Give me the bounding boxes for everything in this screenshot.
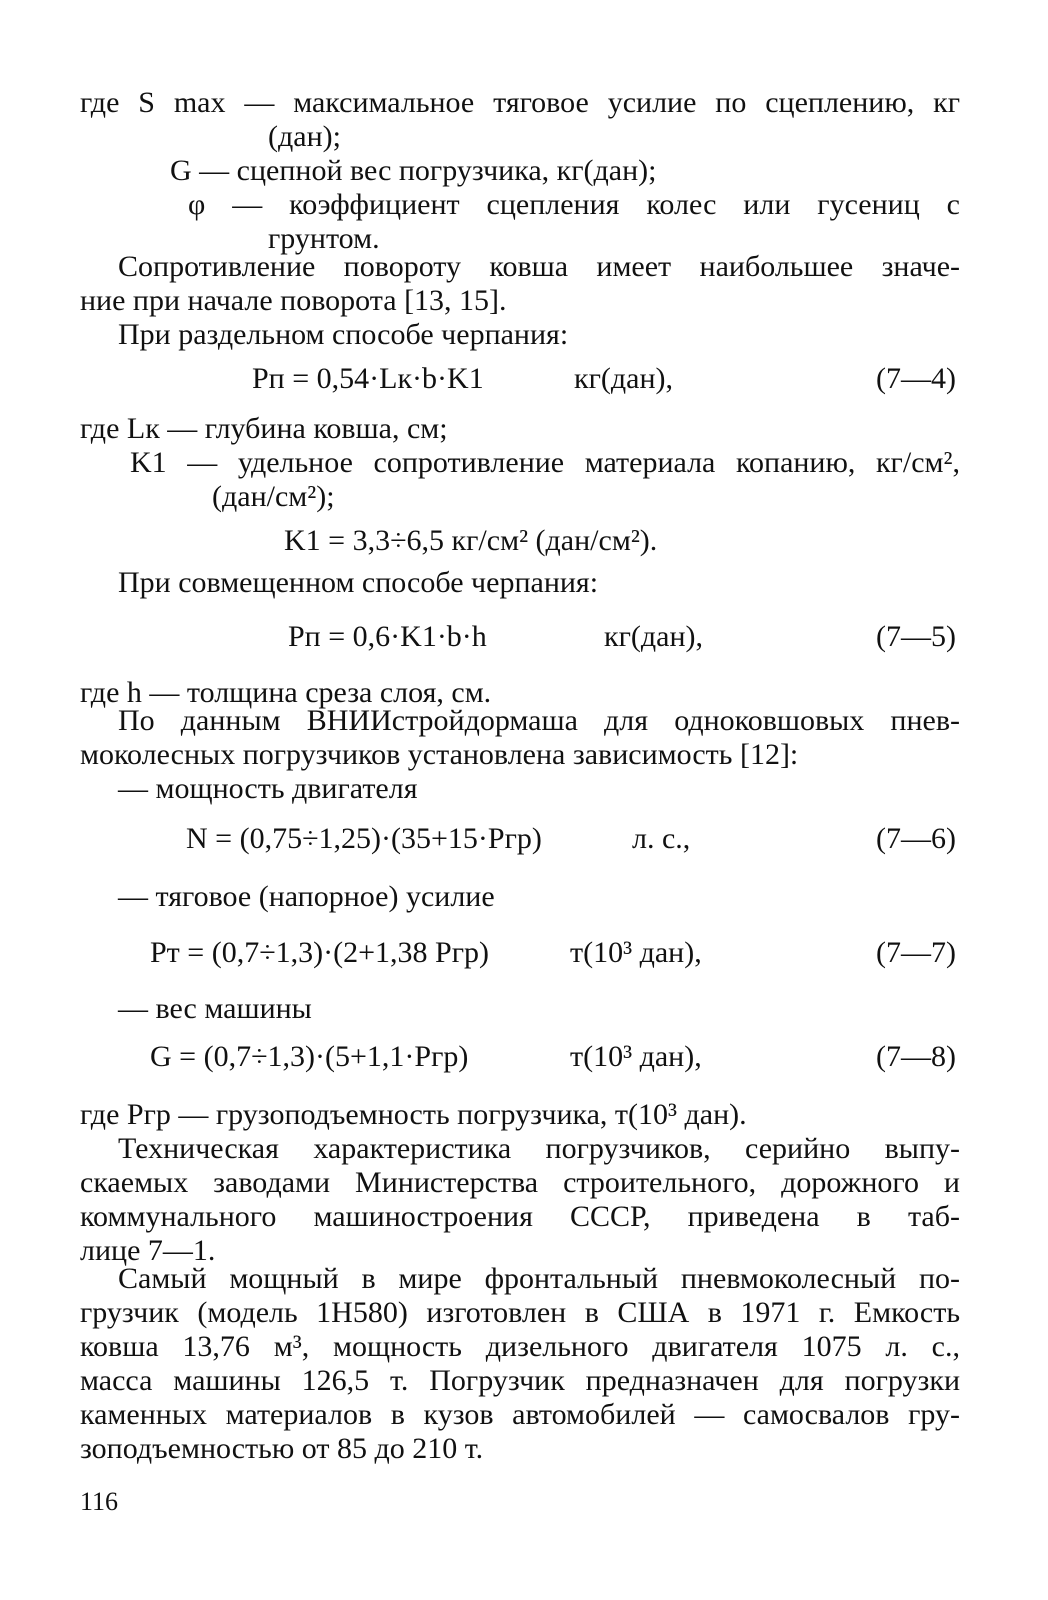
paragraph-line: грузчик (модель 1Н580) изготовлен в США в 1971 г. Емкость	[80, 1296, 960, 1329]
list-item-weight: — вес машины	[118, 992, 312, 1025]
equation-7-7-formula: Pт = (0,7÷1,3)·(2+1,38 Pгр)	[150, 936, 490, 969]
paragraph-line: При раздельном способе черпания:	[118, 318, 569, 351]
equation-7-4-number: (7—4)	[876, 362, 956, 395]
page-number: 116	[80, 1487, 119, 1516]
paragraph-line: ковша 13,76 м³, мощность дизельного двигателя 1075 л. с.,	[80, 1330, 960, 1363]
paragraph-line: моколесных погрузчиков установлена зависимость [12]:	[80, 738, 799, 771]
definition-k1-value: K1 = 3,3÷6,5 кг/см² (дан/см²).	[284, 524, 658, 557]
definition-h: где h — толщина среза слоя, см.	[80, 676, 492, 709]
paragraph-line: При совмещенном способе черпания:	[118, 566, 599, 599]
definition-lk: где Lк — глубина ковша, см;	[80, 412, 448, 445]
definition-pgr: где Pгр — грузоподъемность погрузчика, т(10³ дан).	[80, 1098, 747, 1131]
equation-7-6-unit: л. с.,	[632, 822, 691, 855]
definition-smax: где S max — максимальное тяговое усилие по сцеплению, кг	[80, 86, 960, 119]
equation-7-6-formula: N = (0,75÷1,25)·(35+15·Pгр)	[186, 822, 542, 855]
definition-phi-cont: грунтом.	[268, 222, 380, 255]
paragraph-line: Сопротивление повороту ковша имеет наибольшее значе-	[118, 250, 960, 283]
equation-7-5-number: (7—5)	[876, 620, 956, 653]
definition-k1-cont: (дан/см²);	[212, 480, 335, 513]
equation-7-6-number: (7—6)	[876, 822, 956, 855]
paragraph-line: коммунального машиностроения СССР, приведена в таб-	[80, 1200, 960, 1233]
list-item-power: — мощность двигателя	[118, 772, 418, 805]
equation-7-8-number: (7—8)	[876, 1040, 956, 1073]
equation-7-7-number: (7—7)	[876, 936, 956, 969]
paragraph-line: Техническая характеристика погрузчиков, серийно выпу-	[118, 1132, 960, 1165]
paragraph-line: скаемых заводами Министерства строительного, дорожного и	[80, 1166, 960, 1199]
equation-7-8-unit: т(10³ дан),	[570, 1040, 702, 1073]
definition-smax-cont: (дан);	[268, 120, 341, 153]
paragraph-line: По данным ВНИИстройдормаша для одноковшовых пнев-	[118, 704, 960, 737]
paragraph-line: ние при начале поворота [13, 15].	[80, 284, 507, 317]
definition-k1: K1 — удельное сопротивление материала копанию, кг/см²,	[130, 446, 960, 479]
equation-7-5-unit: кг(дан),	[604, 620, 703, 653]
definition-phi: φ — коэффициент сцепления колес или гусениц с	[188, 188, 960, 221]
list-item-traction: — тяговое (напорное) усилие	[118, 880, 495, 913]
equation-7-4-unit: кг(дан),	[574, 362, 673, 395]
equation-7-8-formula: G = (0,7÷1,3)·(5+1,1·Pгр)	[150, 1040, 469, 1073]
definition-g: G — сцепной вес погрузчика, кг(дан);	[170, 154, 657, 187]
paragraph-line: масса машины 126,5 т. Погрузчик предназначен для погрузки	[80, 1364, 960, 1397]
paragraph-line: лице 7—1.	[80, 1234, 216, 1267]
paragraph-line: каменных материалов в кузов автомобилей — самосвалов гру-	[80, 1398, 960, 1431]
equation-7-5-formula: Pп = 0,6·K1·b·h	[288, 620, 487, 653]
equation-7-7-unit: т(10³ дан),	[570, 936, 702, 969]
equation-7-4-formula: Pп = 0,54·Lк·b·K1	[252, 362, 484, 395]
paragraph-line: зоподъемностью от 85 до 210 т.	[80, 1432, 484, 1465]
paragraph-line: Самый мощный в мире фронтальный пневмоколесный по-	[118, 1262, 960, 1295]
